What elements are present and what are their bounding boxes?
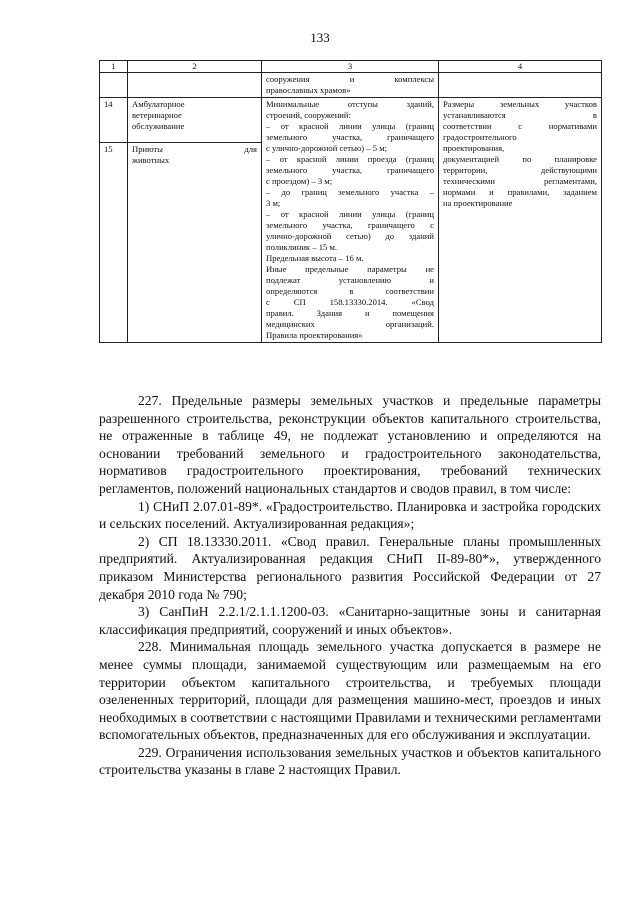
size-line: техническими регламентами, <box>443 176 597 186</box>
table-row-continuation <box>100 73 602 98</box>
size-line: нормами и правилами, заданием <box>443 187 597 197</box>
cont-sizes-cell <box>439 73 602 98</box>
param-line: земельного участка, граничащего с <box>266 220 434 230</box>
param-line: Минимальные отступы зданий, <box>266 99 434 109</box>
cont-line: православных храмов» <box>266 85 351 95</box>
param-line: поликлиник – 15 м. <box>266 242 338 252</box>
row-name-line: животных <box>132 155 170 165</box>
list-item-1: 1) СНиП 2.07.01-89*. «Градостроительство. Планировка и застройка городских и сельских поселений. Актуализированная редакция»; <box>99 498 601 532</box>
param-line: с улично-дорожной сетью) – 5 м; <box>266 143 388 153</box>
paragraph-229: 229. Ограничения использования земельных участков и объектов капитального строительства указаны в главе 2 настоящих Правил. <box>99 744 601 778</box>
param-line: – от красной линии проезда (границ <box>266 154 434 164</box>
param-line: земельного участка, граничащего <box>266 132 434 142</box>
size-line: градостроительного <box>443 132 517 142</box>
row-number: 14 <box>100 98 128 143</box>
param-line: определяются в соответствии <box>266 286 434 296</box>
param-line: Правила проектирования» <box>266 330 363 340</box>
cont-line: сооружения и комплексы <box>266 74 434 84</box>
param-line: 3 м; <box>266 198 281 208</box>
size-line: устанавливаются в <box>443 110 597 120</box>
size-line: на проектирование <box>443 198 513 208</box>
page-number: 133 <box>310 30 330 45</box>
size-line: документацией по планировке <box>443 154 597 164</box>
size-line: Размеры земельных участков <box>443 99 597 109</box>
header-col-4: 4 <box>439 61 602 73</box>
param-line: медицинских организаций. <box>266 319 434 329</box>
row-name-line <box>132 144 257 155</box>
param-line: земельного участка, граничащего <box>266 165 434 175</box>
paragraph-227: 227. Предельные размеры земельных участков и предельные параметры разрешенного строительства, реконструкции объектов капитального строительства, не отраженные в таблице 49, не подлежат установлению и определяются на основании требований земельного и градостроительного законодательства, нормативов градостроительного проектирования, требований технических регламентов, положений национальных стандартов и сводов правил, в том числе: <box>99 393 601 496</box>
param-line: – до границ земельного участка – <box>266 187 434 197</box>
param-line: Предельная высота – 16 м. <box>266 253 364 263</box>
param-line: с СП 158.13330.2014. «Свод <box>266 297 434 307</box>
row-name-line: ветеринарное <box>132 110 182 120</box>
list-item-3: 3) СанПиН 2.2.1/2.1.1.1200-03. «Санитарно-защитные зоны и санитарная классификация предприятий, сооружений и иных объектов». <box>99 604 601 637</box>
param-line: – от красной линии улицы (границ <box>266 209 434 219</box>
row-name-line: Амбулаторное <box>132 99 185 109</box>
size-line: территории, действующими <box>443 165 597 175</box>
table-row-14 <box>100 98 602 143</box>
param-line: правил. Здания и помещения <box>266 308 434 318</box>
row-name-cell <box>128 98 262 143</box>
size-line: проектирования, <box>443 143 505 153</box>
paragraph-228: 228. Минимальная площадь земельного участка допускается в размере не менее суммы площади, занимаемой существующим или размещаемым на его территории объектом капитального строительства, и требуемых площади озелененных территорий, площади для размещения машино-мест, проездов и иных необходимых в соответствии с настоящими Правилами и техническими регламентами вспомогательных объектов, предназначенных для его обслуживания и эксплуатации. <box>99 639 601 743</box>
param-line: – от красной линии улицы (границ <box>266 121 434 131</box>
table-header-row <box>100 61 602 73</box>
params-cell <box>262 98 439 343</box>
header-col-3: 3 <box>262 61 439 73</box>
list-item-2: 2) СП 18.13330.2011. «Свод правил. Генеральные планы промышленных предприятий. Актуализированная редакция СНиП II-89-80*», утвержденного приказом Министерства регионального развития Российской Федерации от 27 декабря 2010 года № 790; <box>99 533 601 602</box>
row-name-cell <box>128 143 262 343</box>
cont-name-cell <box>128 73 262 98</box>
row-name-word: Приюты <box>132 144 163 154</box>
cont-num-cell <box>100 73 128 98</box>
param-line: с проездом) – 3 м; <box>266 176 333 186</box>
sizes-cell <box>439 98 602 343</box>
param-line: улично-дорожной сетью) до зданий <box>266 231 434 241</box>
row-number: 15 <box>100 143 128 343</box>
cont-params-cell <box>262 73 439 98</box>
row-name-word: для <box>244 144 257 154</box>
regulations-table <box>99 60 602 343</box>
header-col-1: 1 <box>100 61 128 73</box>
row-name-line: обслуживание <box>132 121 185 131</box>
param-line: строений, сооружений: <box>266 110 351 120</box>
size-line: соответствии с нормативами <box>443 121 597 131</box>
param-line: Иные предельные параметры не <box>266 264 434 274</box>
param-line: подлежат установлению и <box>266 275 434 285</box>
header-col-2: 2 <box>128 61 262 73</box>
body-text <box>99 392 601 779</box>
